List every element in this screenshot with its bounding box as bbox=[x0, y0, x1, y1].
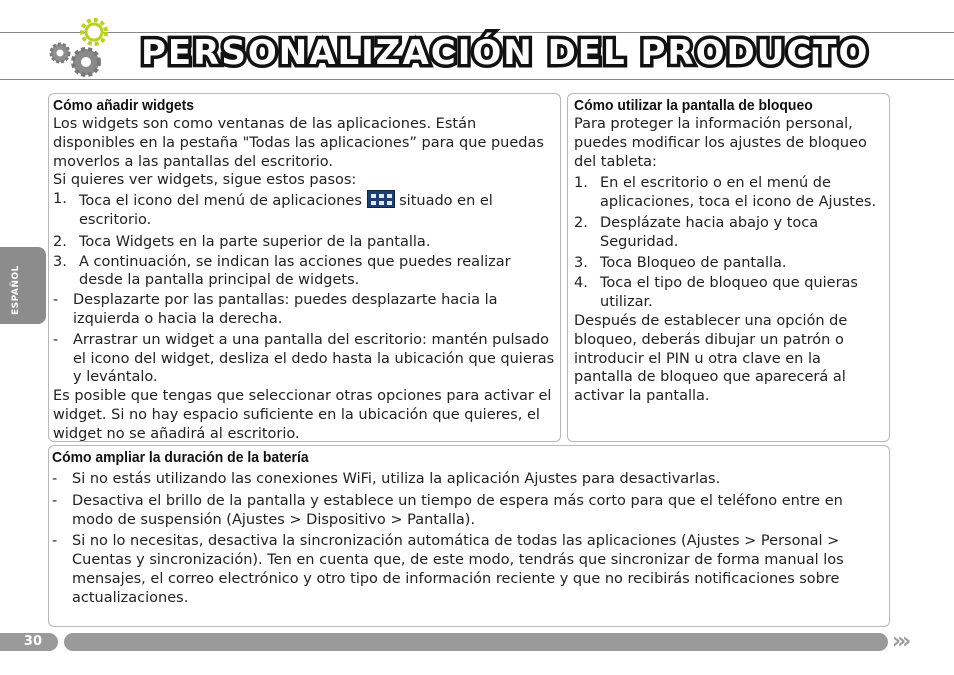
lock-step-2 bbox=[574, 214, 884, 252]
action-text: Desplazarte por las pantallas: puedes desplazarte hacia la izquierda o hacia la derecha. bbox=[73, 292, 498, 327]
step-number: 1. bbox=[574, 175, 588, 192]
lock-step-1 bbox=[574, 174, 884, 212]
gears-icon bbox=[46, 14, 116, 84]
battery-heading: Cómo ampliar la duración de la batería bbox=[52, 449, 309, 466]
step-text: Toca el icono del menú de aplicaciones bbox=[79, 193, 362, 210]
apps-menu-icon bbox=[367, 190, 395, 208]
widgets-outro: Es posible que tengas que seleccionar otras opciones para activar el widget. Si no hay espacio suficiente en la ubicación que quieres, el widget no se añadirá al escritorio. bbox=[53, 388, 552, 442]
widgets-heading: Cómo añadir widgets bbox=[53, 97, 195, 114]
chevron-right-icon: ››› bbox=[892, 629, 908, 654]
step-text: Toca Widgets en la parte superior de la pantalla. bbox=[79, 233, 431, 250]
step-number: 3. bbox=[53, 253, 67, 270]
page-title: PERSONALIZACIÓN DEL PRODUCTO bbox=[141, 33, 870, 73]
widgets-steps-intro: Si quieres ver widgets, sigue estos pasos: bbox=[53, 172, 357, 189]
footer-bar bbox=[64, 633, 888, 651]
header-rule-bottom bbox=[0, 79, 954, 80]
widgets-intro: Los widgets son como ventanas de las aplicaciones. Están disponibles en la pestaña "Todas las aplicaciones” para que puedas moverlos a las pantallas del escritorio. bbox=[53, 116, 544, 170]
step-text-end: situado en el escritorio. bbox=[79, 193, 493, 228]
step-number: 1. bbox=[53, 191, 67, 208]
lock-step-4 bbox=[574, 274, 884, 312]
lock-intro: Para proteger la información personal, puedes modificar los ajustes de bloqueo del tableta: bbox=[574, 116, 867, 170]
step-text: En el escritorio o en el menú de aplicaciones, toca el icono de Ajustes. bbox=[600, 175, 877, 211]
battery-tip-2: - Desactiva el brillo de la pantalla y establece un tiempo de espera más corto para que el teléfono entre en modo de suspensión (Ajustes > Dispositivo > Pantalla). bbox=[52, 492, 843, 528]
tip-text: Si no estás utilizando las conexiones WiFi, utiliza la aplicación Ajustes para desactivarlas. bbox=[72, 471, 721, 487]
language-label: ESPAÑOL bbox=[11, 265, 21, 315]
widgets-step-3 bbox=[53, 253, 556, 291]
page-number: 30 bbox=[0, 633, 58, 651]
widgets-step-2 bbox=[53, 233, 556, 252]
tip-text: Desactiva el brillo de la pantalla y establece un tiempo de espera más corto para que el teléfono entre en modo de suspensión (Ajustes > Dispositivo > Pantalla). bbox=[72, 492, 843, 528]
widgets-section bbox=[48, 93, 561, 442]
lock-screen-section bbox=[567, 93, 890, 442]
step-number: 3. bbox=[574, 254, 588, 271]
step-text: Toca Bloqueo de pantalla. bbox=[600, 254, 787, 271]
step-text: A continuación, se indican las acciones que puedes realizar desde la pantalla principal de widgets. bbox=[79, 253, 511, 289]
lock-heading: Cómo utilizar la pantalla de bloqueo bbox=[574, 97, 813, 114]
language-tab bbox=[0, 247, 46, 324]
battery-tip-3: - Si no lo necesitas, desactiva la sincronización automática de todas las aplicaciones (Ajustes > Personal > Cuentas y sincronización). Ten en cuenta que, de este modo, tendrás que sincronizar de forma manual los mensajes, el correo electrónico y otro tipo de información reciente y que no recibirás notificaciones sobre actualizaciones. bbox=[52, 533, 844, 606]
widgets-action-1: - Desplazarte por las pantallas: puedes desplazarte hacia la izquierda o hacia la derecha. bbox=[53, 292, 498, 327]
widgets-step-1 bbox=[53, 190, 556, 230]
lock-outro: Después de establecer una opción de bloqueo, deberás dibujar un patrón o introducir el PIN u otra clave en la pantalla de bloqueo que aparecerá al activar la pantalla. bbox=[574, 312, 848, 405]
battery-section bbox=[48, 445, 890, 627]
step-text: Desplázate hacia abajo y toca Seguridad. bbox=[600, 214, 819, 250]
widgets-action-2: - Arrastrar un widget a una pantalla del escritorio: mantén pulsado el icono del widget, desliza el dedo hasta la ubicación que quieras y levántalo. bbox=[53, 331, 555, 386]
lock-step-3 bbox=[574, 254, 884, 273]
tip-text: Si no lo necesitas, desactiva la sincronización automática de todas las aplicaciones (Ajustes > Personal > Cuentas y sincronización). Ten en cuenta que, de este modo, tendrás que sincronizar de forma manual los mensajes, el correo electrónico y otro tipo de información reciente y que no recibirás notificaciones sobre actualizaciones. bbox=[72, 533, 844, 606]
battery-tip-1: - Si no estás utilizando las conexiones WiFi, utiliza la aplicación Ajustes para desactivarlas. bbox=[52, 471, 721, 487]
action-text: Arrastrar un widget a una pantalla del escritorio: mantén pulsado el icono del widget, desliza el dedo hasta la ubicación que quieras y levántalo. bbox=[73, 331, 555, 386]
step-text: Toca el tipo de bloqueo que quieras utilizar. bbox=[600, 275, 858, 311]
step-number: 2. bbox=[574, 214, 588, 231]
step-number: 2. bbox=[53, 233, 67, 250]
step-number: 4. bbox=[574, 275, 588, 292]
